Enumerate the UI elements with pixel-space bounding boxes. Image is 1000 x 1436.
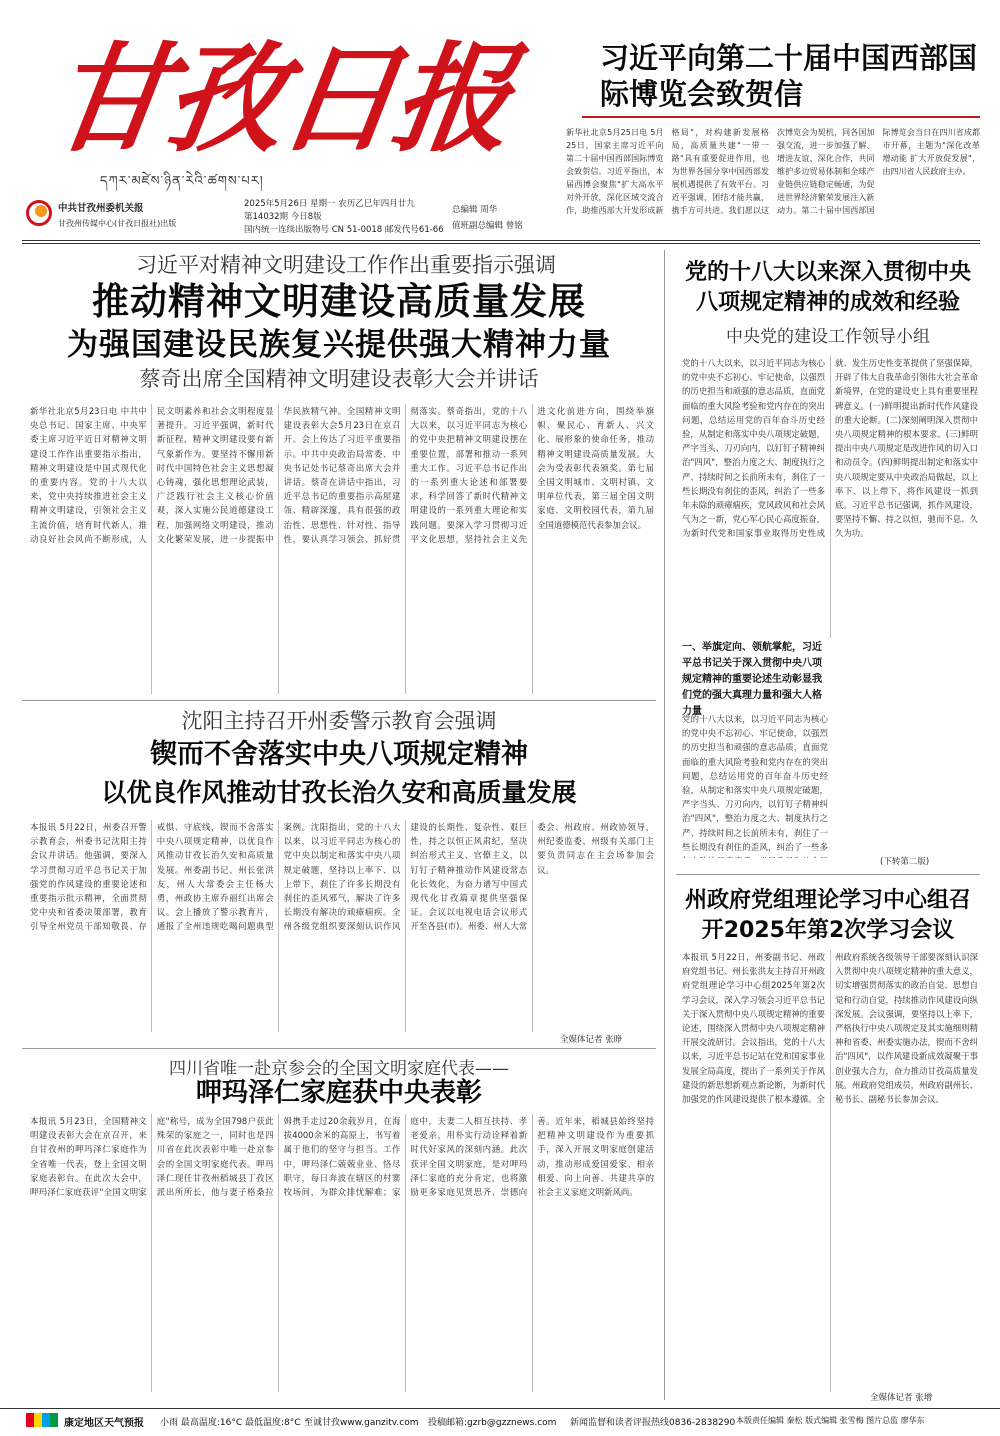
top-right-headline: 习近平向第二十届中国西部国际博览会致贺信 bbox=[600, 41, 978, 111]
story3-headline: 呷玛泽仁家庭获中央表彰 bbox=[195, 1078, 482, 1108]
masthead-tibetan: དཀར་མཛེས་ཉིན་རེའི་ཚགས་པར། bbox=[100, 174, 264, 189]
story2-body: 本报讯 5月22日，州委召开警示教育会，州委书记沈阳主持会议并讲话。他强调，要深入学习贯彻习近平总书记关于加强党的作风建设的重要论述和重要指示批示精神，全面贯彻党中央和省委决策部署，教育引导全州党员干部知敬畏、存戒惧、守底线，锲而不舍落实中央八项规定精神，以优良作风推动甘孜长治久安和高质量发展。州委副书记、州长张洪友，州人大常委会主任杨大勇，州政协主席乔丽红出席会议。会上播放了警示教育片，通报了全州违规吃喝问题典型案例。沈阳指出，党的十八大以来，以习近平同志为核心的党中央以制定和落实中央八项规定破题，坚持以上率下、以上带下，刹住了许多长期没有刹住的歪风邪气，解决了许多长期没有解决的顽瘴痼疾。全州各级党组织要深刻认识作风建设的长期性、复杂性、艰巨性，持之以恒正风肃纪，坚决纠治形式主义、官僚主义，以钉钉子精神推动作风建设常态化长效化，为奋力谱写中国式现代化甘孜篇章提供坚强保证。会议以电视电话会议形式开至各县(市)。州委、州人大常委会、州政府、州政协领导，州纪委监委、州级有关部门主要负责同志在主会场参加会议。 bbox=[30, 822, 654, 932]
color-bar bbox=[26, 1413, 58, 1427]
story2-headline-2: 以优良作风推动甘孜长治久安和高质量发展 bbox=[101, 778, 577, 807]
footer-email[interactable]: 投稿邮箱:gzrb@gzznews.com bbox=[428, 1418, 557, 1428]
divider bbox=[582, 116, 980, 118]
footer-hotline: 新闻监督和读者评报热线0836-2838290 bbox=[570, 1418, 736, 1428]
masthead-title: 甘孜日报 bbox=[42, 29, 518, 168]
lead-headline-1: 推动精神文明建设高质量发展 bbox=[92, 280, 586, 323]
lead-kicker: 习近平对精神文明建设工作作出重要指示强调 bbox=[136, 253, 556, 277]
right1-continued: (下转第二版) bbox=[880, 857, 930, 867]
lead-subdeck: 蔡奇出席全国精神文明建设表彰大会并讲话 bbox=[139, 367, 539, 391]
story2-byline: 全媒体记者 张睁 bbox=[560, 1035, 623, 1045]
footer-editor: 本版责任编辑 秦松 版式编辑 张雪梅 图片总监 廖华东 bbox=[736, 1416, 925, 1425]
story2-headline-1: 锲而不舍落实中央八项规定精神 bbox=[150, 739, 528, 770]
right2-headline: 州政府党组理论学习中心组召开2025年第2次学习会议 bbox=[684, 888, 971, 943]
divider bbox=[22, 700, 656, 701]
right1-body-cont: 党的十八大以来，以习近平同志为核心的党中央不忘初心、牢记使命，以强烈的历史担当和顽强的意志品质，直面党面临的重大风险考验和党内存在的突出问题，总结运用党的百年奋斗历史经验，从制定和落实中央八项规定破题，严字当头、刀刃向内，以钉钉子精神纠治"四风"，整治力度之大、制度执行之严、持续时间之长前所未有，刹住了一些长期没有刹住的歪风，纠治了一些多 bbox=[682, 714, 828, 852]
duty-editor: 值班副总编辑 曾铭 bbox=[452, 221, 523, 231]
issue-line: 第14032期 今日8版 bbox=[244, 212, 322, 222]
right1-body: 党的十八大以来，以习近平同志为核心的党中央不忘初心、牢记使命，以强烈的历史担当和顽强的意志品质，直面党面临的重大风险考验和党内存在的突出问题，总结运用党的百年奋斗历史经验，从制定和落实中央八项规定破题，严字当头、刀刃向内，以钉钉子精神纠治"四风"，整治力度之大、制度执行之严、持续时间之长前所未有，刹住了一些长期没有刹住的歪风，纠治了一些多年未除的顽瘴痼疾，党风政风和社会风气为之一新，党心军心民心高度振奋，为新时代党和国家事业取得历史性成就、发生历史性变革提供了坚强保障，开辟了伟大自我革命引领伟大社会革命新境界，在党的建设史上具有重要里程碑意义。(一)鲜明提出新时代作风建设的重大论断。(二)深刻阐明深入贯彻中央八项规定精神的根本要求。(三)鲜明提出中央八项规定是改进作风的切入口和动员令。(四)鲜明提出制定和落实中央八项规定要从中央政治局做起，以上率下、以上带下，将作风建设一抓到底。习近平总书记强调，抓作风建设，要坚持不懈、持之以恒，驰而不息、久久为功。 bbox=[682, 358, 978, 539]
column-divider bbox=[664, 250, 665, 1400]
footer-website[interactable]: 至诚甘孜www.ganzitv.com bbox=[304, 1418, 419, 1428]
logo-icon bbox=[26, 200, 52, 226]
chief-editor: 总编辑 周华 bbox=[452, 205, 498, 215]
story3-body: 本报讯 5月23日，全国精神文明建设表彰大会在京召开，来自甘孜州的呷玛泽仁家庭作为全省唯一代表，登上全国文明家庭表彰台。在此次大会中，呷玛泽仁家庭获评"全国文明家庭"称号，成为全国798户获此殊荣的家庭之一，同时也是四川省在此次表彰中唯一赴京参会的全国文明家庭代表。呷玛泽仁现任甘孜州稻城县丁孜区派出所所长，他与妻子格桑拉姆携手走过20余载岁月，在海拔4000余米的高原上，书写着属于他们的坚守与担当。工作中，呷玛泽仁兢兢业业、恪尽职守，每日奔波在辖区的村寨牧场间，为群众排忧解难；家庭中，夫妻二人相互扶持、孝老爱亲，用朴实行动诠释着新时代好家风的深刻内涵。此次获评全国文明家庭，是对呷玛泽仁家庭的充分肯定，也将激励更多家庭见贤思齐、崇德向善。近年来，稻城县始终坚持把精神文明建设作为重要抓手，深入开展文明家庭创建活动，推动形成爱国爱家、相亲相爱、向上向善、共建共享的社会主义家庭文明新风尚。 bbox=[30, 1116, 654, 1198]
footer-weather: 康定地区天气预报 bbox=[64, 1418, 144, 1429]
right1-byline: 中央党的建设工作领导小组 bbox=[726, 327, 930, 347]
story3-kicker: 四川省唯一赴京参会的全国文明家庭代表—— bbox=[169, 1059, 509, 1079]
divider bbox=[22, 1048, 656, 1049]
lead-headline-2: 为强国建设民族复兴提供强大精神力量 bbox=[67, 327, 611, 363]
right2-body: 本报讯 5月22日，州委副书记、州政府党组书记、州长张洪友主持召开州政府党组理论学习中心组2025年第2次学习会议，深入学习领会习近平总书记关于深入贯彻中央八项规定精神的重要论述，围绕深入贯彻中央八项规定精神开展交流研讨。会议指出，党的十八大以来，习近平总书记站在党和国家事业发展全局高度，提出了一系列关于作风建设的新思想新观点新论断，为新时代加强党的作风建设提供了根本遵循。全州政府系统各级领导干部要深刻认识深入贯彻中央八项规定精神的重大意义，切实增强贯彻落实的政治自觉、思想自觉和行动自觉，持续推动作风建设向纵深发展。会议强调，要坚持以上率下，严格执行中央八项规定及其实施细则精神和省委、州委实施办法，锲而不舍纠治"四风"，以作风建设新成效凝聚干事创业强大合力，奋力推动甘孜高质量发展。州政府党组成员，州政府副州长、秘书长、副秘书长参加会议。 bbox=[682, 952, 978, 1105]
lead-body: 新华社北京5月23日电 中共中央总书记、国家主席、中央军委主席习近平近日对精神文明建设工作作出重要指示指出，精神文明建设是中国式现代化的重要内容。党的十八大以来，党中央持续推进社会主义精神文明建设，引领社会主义主流价值，培育时代新人，推动良好社会风尚不断形成，人民文明素养和社会文明程度显著提升。习近平强调，新时代新征程，精神文明建设要有新气象新作为。要坚持不懈用新时代中国特色社会主义思想凝心铸魂，强化思想理论武装，广泛践行社会主义核心价值观，深入实施公民道德建设工程，加强网络文明建设，推动文化繁荣发展，进一步提振中华民族精气神。全国精神文明建设表彰大会5月23日在京召开。会上传达了习近平重要指示。中共中央政治局常委、中央书记处书记蔡奇出席大会并讲话。蔡奇在讲话中指出，习近平总书记的重要指示高屋建瓴、精辟深邃，具有很强的政治性、思想性、针对性、指导性，要认真学习领会、抓好贯彻落实。蔡奇指出，党的十八大以来，以习近平同志为核心的党中央把精神文明建设摆在重要位置，部署和推动一系列重大工作。习近平总书记作出的一系列重大论述和部署要求，科学回答了新时代精神文明建设的一系列重大理论和实践问题。要深入学习贯彻习近平文化思想，坚持社会主义先进文化前进方向，围绕举旗帜、聚民心、育新人、兴文化、展形象的使命任务，推动精神文明建设高质量发展。大会为受表彰代表颁奖。第七届全国文明城市、文明村镇、文明单位代表，第三届全国文明家庭、文明校园代表，第九届全国道德模范代表参加会议。 bbox=[30, 406, 654, 544]
code-line: 国内统一连续出版物号 CN 51-0018 邮发代号61-66 bbox=[244, 225, 444, 235]
org-sub: 甘孜州传媒中心(甘孜日报社)出版 bbox=[58, 219, 177, 228]
right2-byline: 全媒体记者 张增 bbox=[870, 1393, 933, 1403]
divider bbox=[676, 874, 980, 875]
org-label: 中共甘孜州委机关报 bbox=[58, 203, 144, 214]
right1-subhead: 一、举旗定向、领航掌舵，习近平总书记关于深入贯彻中央八项规定精神的重要论述生动彰显我们党的强大真理力量和强大人格力量 bbox=[682, 642, 822, 717]
footer bbox=[0, 1408, 1000, 1430]
right1-headline: 党的十八大以来深入贯彻中央八项规定精神的成效和经验 bbox=[684, 260, 971, 315]
top-right-body: 新华社北京5月25日电 5月25日，国家主席习近平向第二十届中国西部国际博览会致贺信。习近平指出，本届西博会聚焦"扩大高水平对外开放，深化区域交流合作，助推西部大开发形成新格局"，对构建新发展格局，高质量共建"一带一路"具有重要促进作用，也为世界各国分享中国西部发展机遇提供了有效平台。习近平强调，团结才能共赢，携手方可共进。我们愿以这次博览会为契机，同各国加强交流，进一步加强了解、增进友谊、深化合作，共同维护多边贸易体制和全球产业链供应链稳定畅通，为促进世界经济繁荣发展注入新动力。第二十届中国西部国际博览会当日在四川省成都市开幕，主题为"深化改革增动能 扩大开放促发展"，由四川省人民政府主办。 bbox=[566, 128, 980, 215]
story2-kicker: 沈阳主持召开州委警示教育会强调 bbox=[181, 709, 497, 733]
date-line: 2025年5月26日 星期一 农历乙巳年四月廿九 bbox=[244, 199, 415, 209]
footer-weather-detail: 小雨 最高温度:16°C 最低温度:8°C bbox=[160, 1418, 301, 1428]
masthead-rule bbox=[22, 240, 980, 244]
